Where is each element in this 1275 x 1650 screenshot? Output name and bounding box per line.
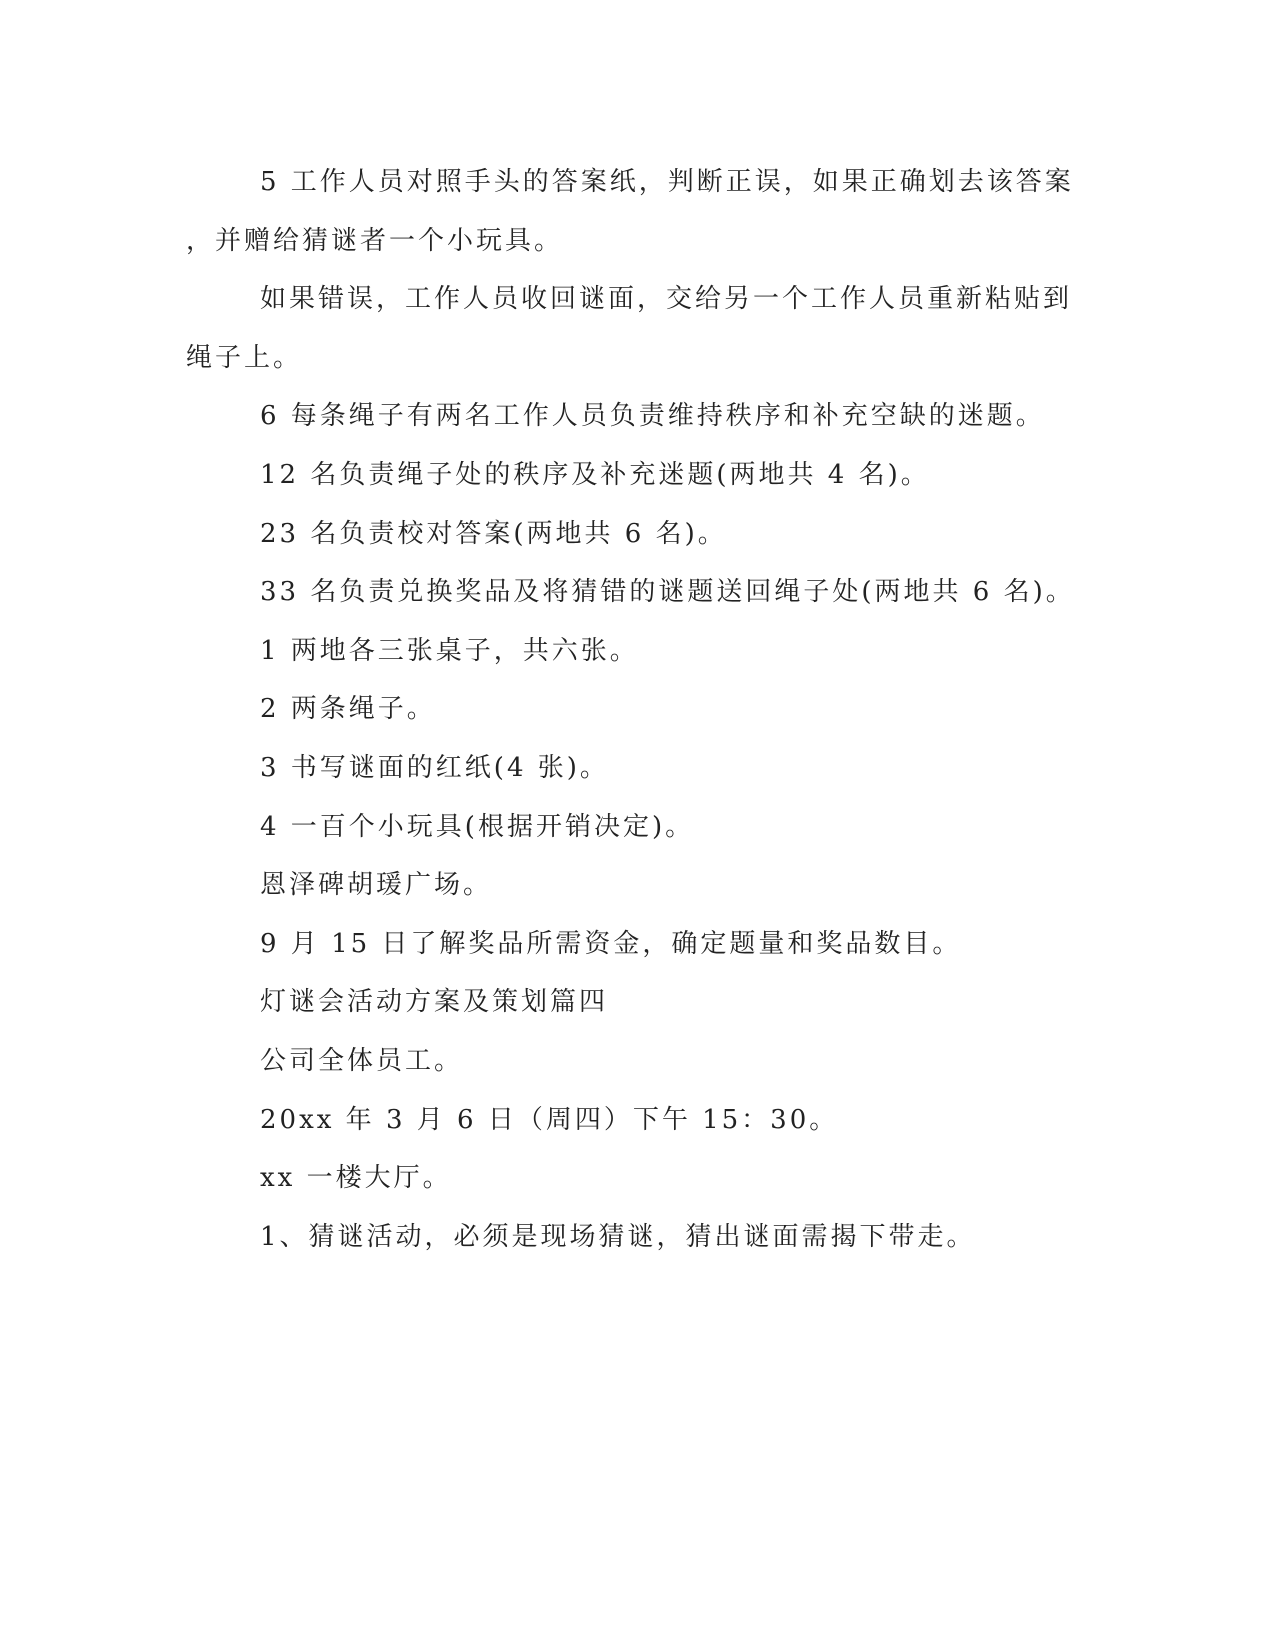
paragraph-line: 2 两条绳子。: [260, 694, 436, 724]
paragraph-line: 1 两地各三张桌子，共六张。: [260, 636, 639, 666]
paragraph-line: 12 名负责绳子处的秩序及补充迷题(两地共 4 名)。: [260, 460, 930, 490]
paragraph-line: 1、猜谜活动，必须是现场猜谜，猜出谜面需揭下带走。: [260, 1222, 976, 1252]
section-heading: 灯谜会活动方案及策划篇四: [260, 987, 609, 1017]
paragraph-line: 9 月 15 日了解奖品所需资金，确定题量和奖品数目。: [260, 929, 962, 959]
paragraph-line: 6 每条绳子有两名工作人员负责维持秩序和补充空缺的迷题。: [260, 401, 1045, 431]
paragraph-line: xx 一楼大厅。: [260, 1163, 452, 1193]
paragraph-line: ，并赠给猜谜者一个小玩具。: [186, 226, 564, 256]
paragraph-line: 恩泽碑胡瑗广场。: [260, 870, 493, 900]
paragraph-line: 23 名负责校对答案(两地共 6 名)。: [260, 519, 727, 549]
paragraph-line: 5 工作人员对照手头的答案纸，判断正误，如果正确划去该答案: [260, 167, 1074, 197]
paragraph-line: 公司全体员工。: [260, 1046, 464, 1076]
paragraph-line: 20xx 年 3 月 6 日（周四）下午 15：30。: [260, 1105, 839, 1135]
paragraph-line: 如果错误，工作人员收回谜面，交给另一个工作人员重新粘贴到: [260, 284, 1073, 314]
paragraph-line: 3 书写谜面的红纸(4 张)。: [260, 753, 609, 783]
paragraph-line: 绳子上。: [186, 343, 303, 373]
paragraph-line: 4 一百个小玩具(根据开销决定)。: [260, 812, 695, 842]
paragraph-line: 33 名负责兑换奖品及将猜错的谜题送回绳子处(两地共 6 名)。: [260, 577, 1075, 607]
